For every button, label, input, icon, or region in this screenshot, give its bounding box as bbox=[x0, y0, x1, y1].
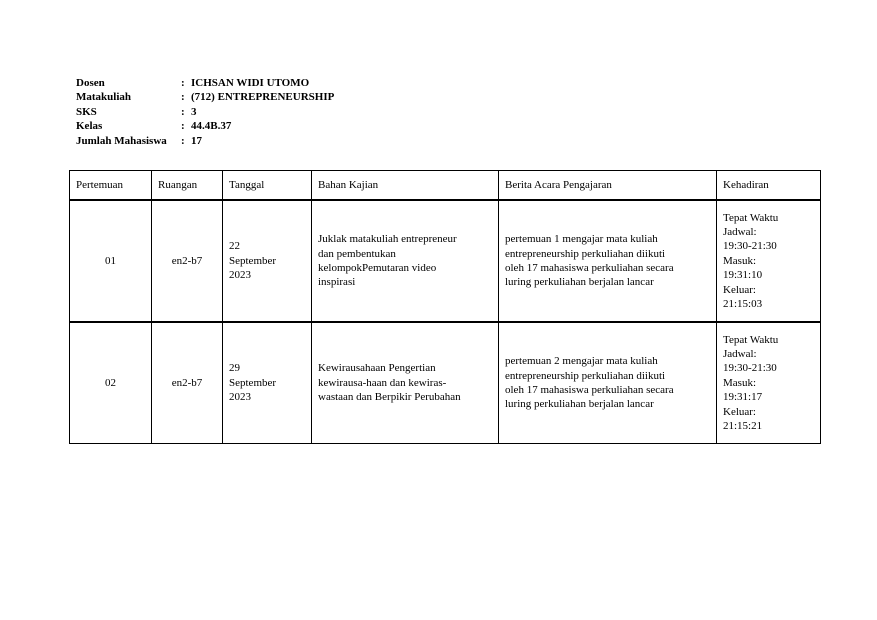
cell-line: wastaan dan Berpikir Perubahan bbox=[318, 391, 461, 404]
cell-line: 21:15:21 bbox=[723, 420, 763, 433]
cell-line: dan pembentukan bbox=[318, 247, 396, 260]
info-row bbox=[76, 76, 334, 90]
col-header-bahan-kajian: Bahan Kajian bbox=[312, 171, 499, 201]
cell-line: oleh 17 mahasiswa perkuliahan secara bbox=[505, 384, 674, 396]
attendance-table bbox=[69, 170, 821, 444]
cell-line: Kewirausahaan Pengertian bbox=[318, 362, 436, 375]
cell-pertemuan: 02 bbox=[70, 322, 152, 444]
cell-line: 19:30-21:30 bbox=[723, 240, 777, 253]
cell-line: pertemuan 1 mengajar mata kuliah bbox=[505, 233, 658, 246]
info-value: (712) ENTREPRENEURSHIP bbox=[191, 91, 335, 104]
info-row bbox=[76, 90, 334, 104]
cell-kehadiran bbox=[717, 200, 821, 322]
info-label: Matakuliah bbox=[76, 91, 132, 104]
info-separator: : bbox=[181, 134, 185, 147]
cell-line: pertemuan 2 mengajar mata kuliah bbox=[505, 355, 658, 368]
info-label: Kelas bbox=[76, 120, 103, 133]
cell-tanggal bbox=[223, 322, 312, 444]
cell-line: 19:31:17 bbox=[723, 391, 763, 404]
course-info bbox=[76, 76, 334, 148]
table-row bbox=[70, 200, 821, 322]
col-header-ruangan: Ruangan bbox=[152, 171, 223, 201]
cell-line: entrepreneurship perkuliahan diikuti bbox=[505, 247, 666, 260]
col-header-tanggal: Tanggal bbox=[223, 171, 312, 201]
cell-line: kelompokPemutaran video bbox=[318, 262, 437, 274]
info-value: 17 bbox=[191, 134, 202, 147]
info-value: 44.4B.37 bbox=[191, 120, 232, 133]
info-row bbox=[76, 105, 334, 119]
info-separator: : bbox=[181, 91, 185, 104]
cell-line: 2023 bbox=[229, 391, 251, 404]
table-row bbox=[70, 322, 821, 444]
cell-line: Tepat Waktu bbox=[723, 333, 779, 346]
cell-line: oleh 17 mahasiswa perkuliahan secara bbox=[505, 262, 674, 274]
cell-line: Masuk: bbox=[723, 254, 756, 267]
cell-ruangan: en2-b7 bbox=[152, 322, 223, 444]
info-separator: : bbox=[181, 77, 185, 89]
cell-line: Keluar: bbox=[723, 283, 756, 296]
info-label: SKS bbox=[76, 105, 97, 118]
cell-line: Masuk: bbox=[723, 376, 756, 389]
cell-pertemuan: 01 bbox=[70, 200, 152, 322]
cell-line: September bbox=[229, 376, 277, 389]
cell-line: 29 bbox=[229, 362, 240, 375]
cell-line: Tepat Waktu bbox=[723, 211, 779, 224]
cell-line: kewirausa-haan dan kewiras- bbox=[318, 376, 447, 389]
col-header-kehadiran: Kehadiran bbox=[717, 171, 821, 201]
cell-line: September bbox=[229, 254, 277, 267]
table-header-row bbox=[70, 171, 821, 201]
cell-line: Juklak matakuliah entrepreneur bbox=[318, 233, 457, 246]
cell-line: Keluar: bbox=[723, 405, 756, 418]
cell-line: 19:31:10 bbox=[723, 269, 763, 282]
cell-kehadiran bbox=[717, 322, 821, 444]
col-header-berita-acara: Berita Acara Pengajaran bbox=[499, 171, 717, 201]
cell-line: 21:15:03 bbox=[723, 298, 763, 311]
cell-line: luring perkuliahan berjalan lancar bbox=[505, 398, 654, 411]
cell-berita-acara bbox=[499, 322, 717, 444]
info-value: 3 bbox=[191, 105, 197, 118]
cell-tanggal bbox=[223, 200, 312, 322]
cell-line: luring perkuliahan berjalan lancar bbox=[505, 276, 654, 289]
cell-line: Jadwal: bbox=[723, 225, 757, 238]
cell-bahan-kajian bbox=[312, 322, 499, 444]
info-value: ICHSAN WIDI UTOMO bbox=[191, 77, 310, 89]
cell-berita-acara bbox=[499, 200, 717, 322]
cell-line: 22 bbox=[229, 240, 240, 253]
cell-ruangan: en2-b7 bbox=[152, 200, 223, 322]
info-row bbox=[76, 119, 334, 133]
info-separator: : bbox=[181, 120, 185, 133]
info-separator: : bbox=[181, 105, 185, 118]
cell-line: entrepreneurship perkuliahan diikuti bbox=[505, 369, 666, 382]
col-header-pertemuan: Pertemuan bbox=[70, 171, 152, 201]
cell-line: inspirasi bbox=[318, 276, 356, 289]
info-label: Dosen bbox=[76, 77, 105, 89]
cell-bahan-kajian bbox=[312, 200, 499, 322]
info-label: Jumlah Mahasiswa bbox=[76, 134, 167, 147]
cell-line: 19:30-21:30 bbox=[723, 362, 777, 375]
info-row bbox=[76, 134, 334, 148]
cell-line: Jadwal: bbox=[723, 347, 757, 360]
cell-line: 2023 bbox=[229, 269, 251, 282]
